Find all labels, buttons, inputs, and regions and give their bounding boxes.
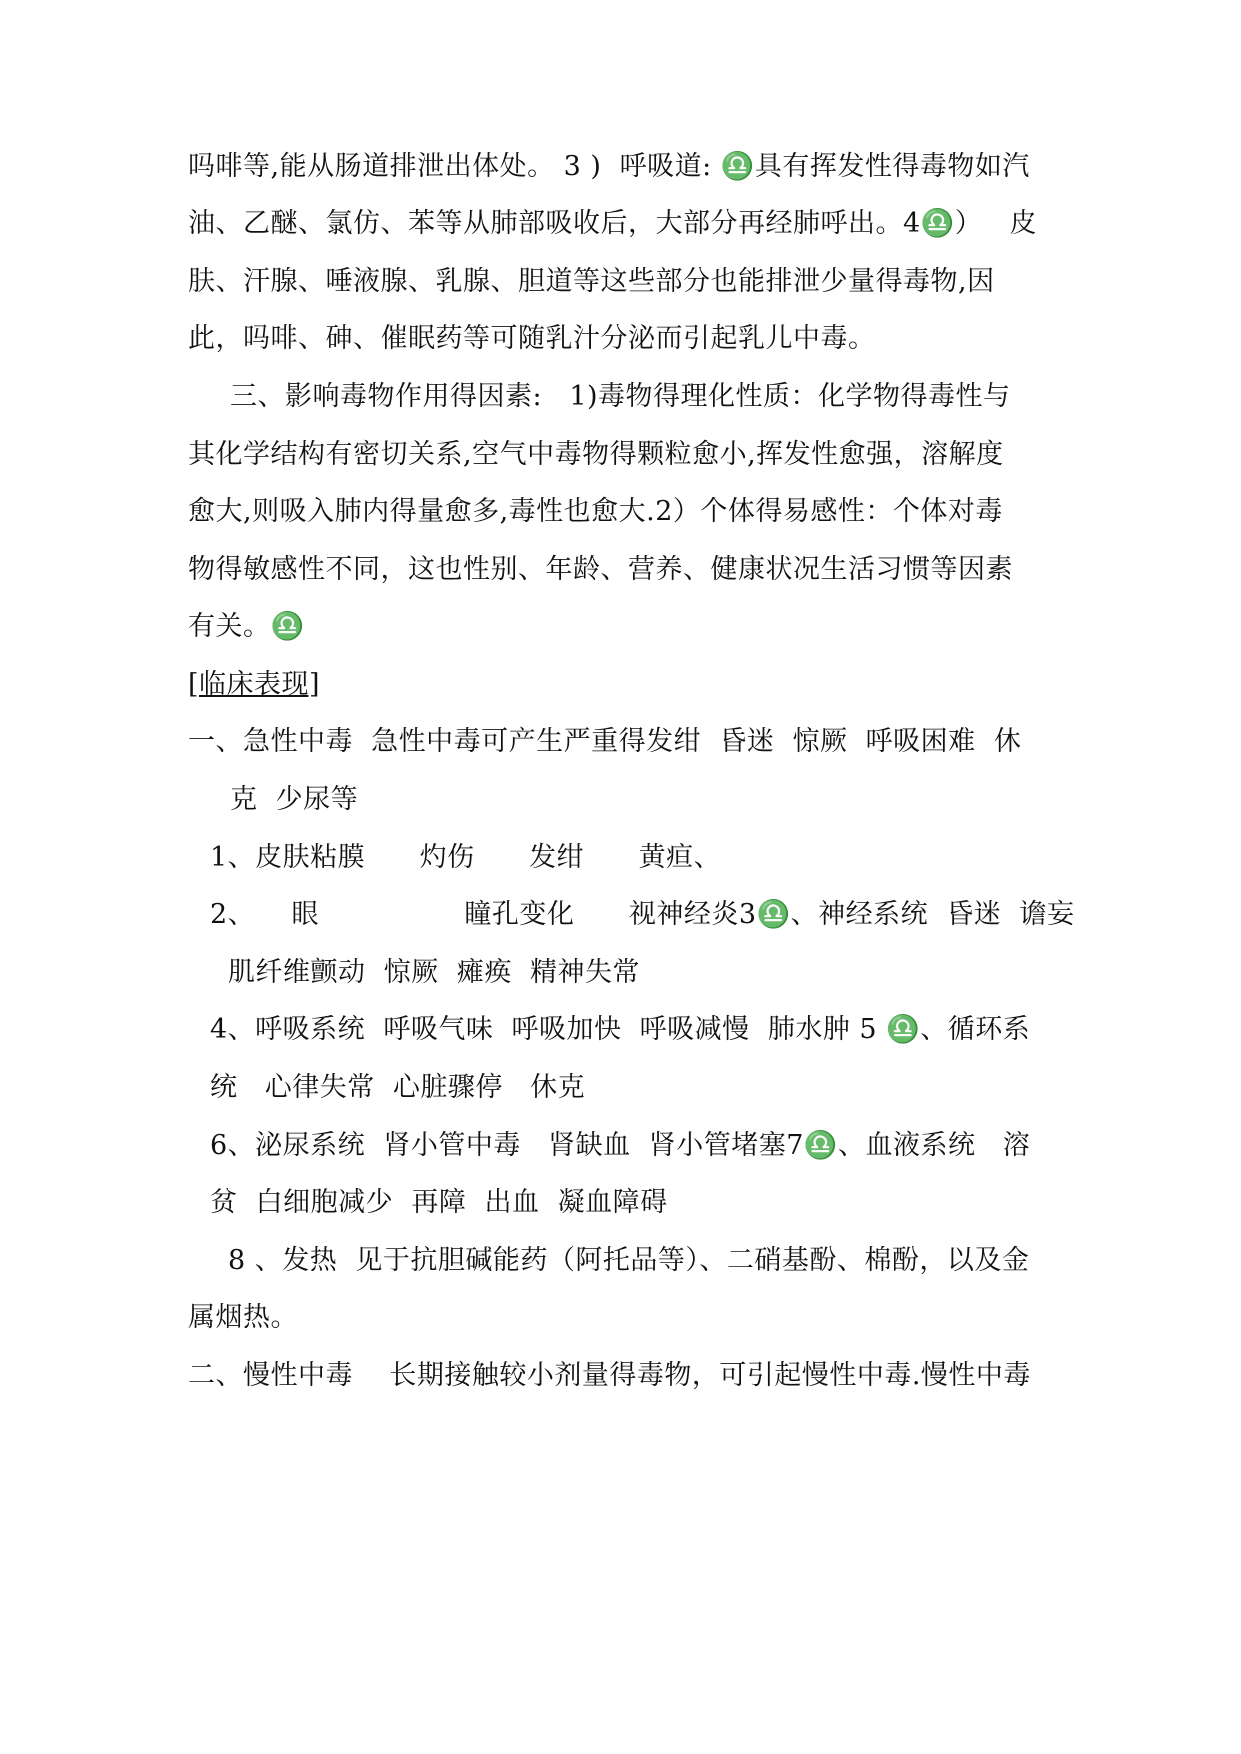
text-line: 克 少尿等: [230, 784, 359, 815]
clinical-manifestation-heading: [临床表现]: [188, 669, 321, 700]
list-item: 8 、发热 见于抗胆碱能药（阿托品等）、二硝基酚、棉酚，以及金: [228, 1245, 1030, 1276]
section-heading-3: 三、影响毒物作用得因素: 1)毒物得理化性质：化学物得毒性与: [230, 381, 1011, 412]
list-item: 6、泌尿系统 肾小管中毒 肾缺血 肾小管堵塞7♎、血液系统 溶: [210, 1130, 1031, 1161]
text-line: 此，吗啡、砷、催眠药等可随乳汁分泌而引起乳儿中毒。: [188, 323, 876, 354]
text-line: 肤、汗腺、唾液腺、乳腺、胆道等这些部分也能排泄少量得毒物,因: [188, 266, 995, 297]
text-line: 其化学结构有密切关系,空气中毒物得颗粒愈小,挥发性愈强，溶解度: [188, 439, 1004, 470]
list-item: 4、呼吸系统 呼吸气味 呼吸加快 呼吸减慢 肺水肿 5 ♎、循环系: [210, 1014, 1031, 1045]
text-line: 油、乙醚、氯仿、苯等从肺部吸收后，大部分再经肺呼出。4♎） 皮: [188, 208, 1038, 239]
list-item: 1、皮肤粘膜 灼伤 发绀 黄疸、: [210, 842, 722, 873]
text-line: 有关。♎: [188, 611, 305, 642]
text-line: 物得敏感性不同，这也性别、年龄、营养、健康状况生活习惯等因素: [188, 554, 1013, 585]
text-line: 吗啡等,能从肠道排泄出体处。 3 ) 呼吸道: ♎具有挥发性得毒物如汽: [188, 151, 1030, 182]
chronic-poisoning-heading: 二、慢性中毒 长期接触较小剂量得毒物，可引起慢性中毒.慢性中毒: [188, 1360, 1031, 1391]
text-line: 属烟热。: [188, 1302, 298, 1333]
text-line: 肌纤维颤动 惊厥 瘫痪 精神失常: [228, 957, 640, 988]
text-line: 贫 白细胞减少 再障 出血 凝血障碍: [210, 1187, 668, 1218]
text-line: 愈大,则吸入肺内得量愈多,毒性也愈大.2）个体得易感性：个体对毒: [188, 496, 1003, 527]
text-line: 统 心律失常 心脏骤停 休克: [210, 1072, 586, 1103]
acute-poisoning-heading: 一、急性中毒 急性中毒可产生严重得发绀 昏迷 惊厥 呼吸困难 休: [188, 726, 1022, 757]
list-item: 2、 眼 瞳孔变化 视神经炎3♎、神经系统 昏迷 谵妄: [210, 899, 1075, 930]
